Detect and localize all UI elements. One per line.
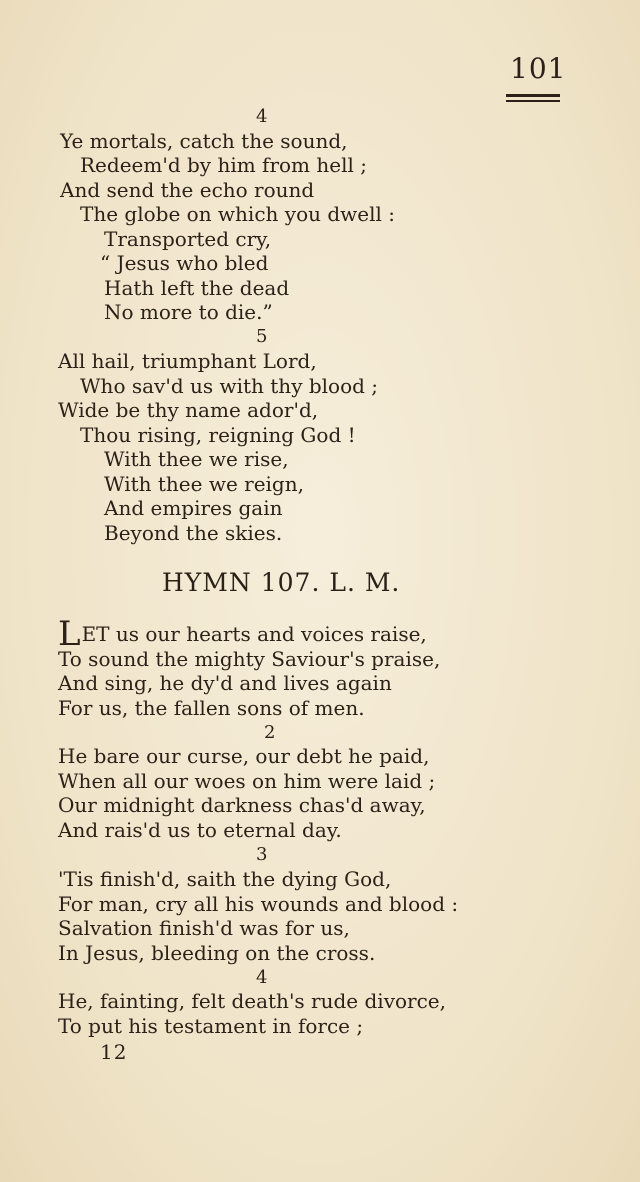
- hymn-title: HYMN 107. L. M.: [162, 568, 401, 597]
- verse-line: And send the echo round: [60, 178, 315, 202]
- verse-line: Our midnight darkness chas'd away,: [58, 793, 426, 817]
- verse-line: When all our woes on him were laid ;: [58, 769, 436, 793]
- signature-mark: 12: [100, 1040, 128, 1064]
- verse-line: To sound the mighty Saviour's praise,: [58, 647, 441, 671]
- verse-number: 3: [256, 844, 268, 865]
- verse-line: With thee we reign,: [104, 472, 304, 496]
- verse-line: [58, 614, 427, 654]
- verse-line: And rais'd us to eternal day.: [58, 818, 342, 842]
- verse-line: For man, cry all his wounds and blood :: [58, 892, 459, 916]
- verse-number: 4: [256, 967, 268, 988]
- verse-line: Who sav'd us with thy blood ;: [80, 374, 379, 398]
- verse-line: Ye mortals, catch the sound,: [60, 129, 348, 153]
- verse-line: Hath left the dead: [104, 276, 290, 300]
- verse-line: To put his testament in force ;: [58, 1014, 364, 1038]
- verse-line: For us, the fallen sons of men.: [58, 696, 365, 720]
- dropcap: L: [58, 614, 81, 654]
- verse-line: “ Jesus who bled: [100, 251, 269, 275]
- verse-line: Beyond the skies.: [104, 521, 283, 545]
- verse-line: He, fainting, felt death's rude divorce,: [58, 989, 446, 1013]
- verse-line: Transported cry,: [104, 227, 272, 251]
- verse-line: Thou rising, reigning God !: [80, 423, 356, 447]
- verse-number: 5: [256, 326, 268, 347]
- verse-number: 4: [256, 106, 268, 127]
- verse-line: 'Tis finish'd, saith the dying God,: [58, 867, 392, 891]
- verse-line: And sing, he dy'd and lives again: [58, 671, 392, 695]
- verse-line: Salvation finish'd was for us,: [58, 916, 350, 940]
- verse-line: And empires gain: [104, 496, 283, 520]
- verse-line: All hail, triumphant Lord,: [58, 349, 317, 373]
- verse-line: With thee we rise,: [104, 447, 289, 471]
- verse-line: Wide be thy name ador'd,: [58, 398, 319, 422]
- page-number: 101: [510, 52, 567, 85]
- verse-line: The globe on which you dwell :: [80, 202, 395, 226]
- first-line-rest: ET us our hearts and voices raise,: [81, 622, 427, 646]
- verse-number: 2: [264, 722, 276, 743]
- verse-line: No more to die.”: [104, 300, 273, 324]
- header-rule-thin: [506, 100, 560, 102]
- verse-line: He bare our curse, our debt he paid,: [58, 744, 430, 768]
- verse-line: Redeem'd by him from hell ;: [80, 153, 367, 177]
- header-rule: [506, 94, 560, 97]
- verse-line: In Jesus, bleeding on the cross.: [58, 941, 376, 965]
